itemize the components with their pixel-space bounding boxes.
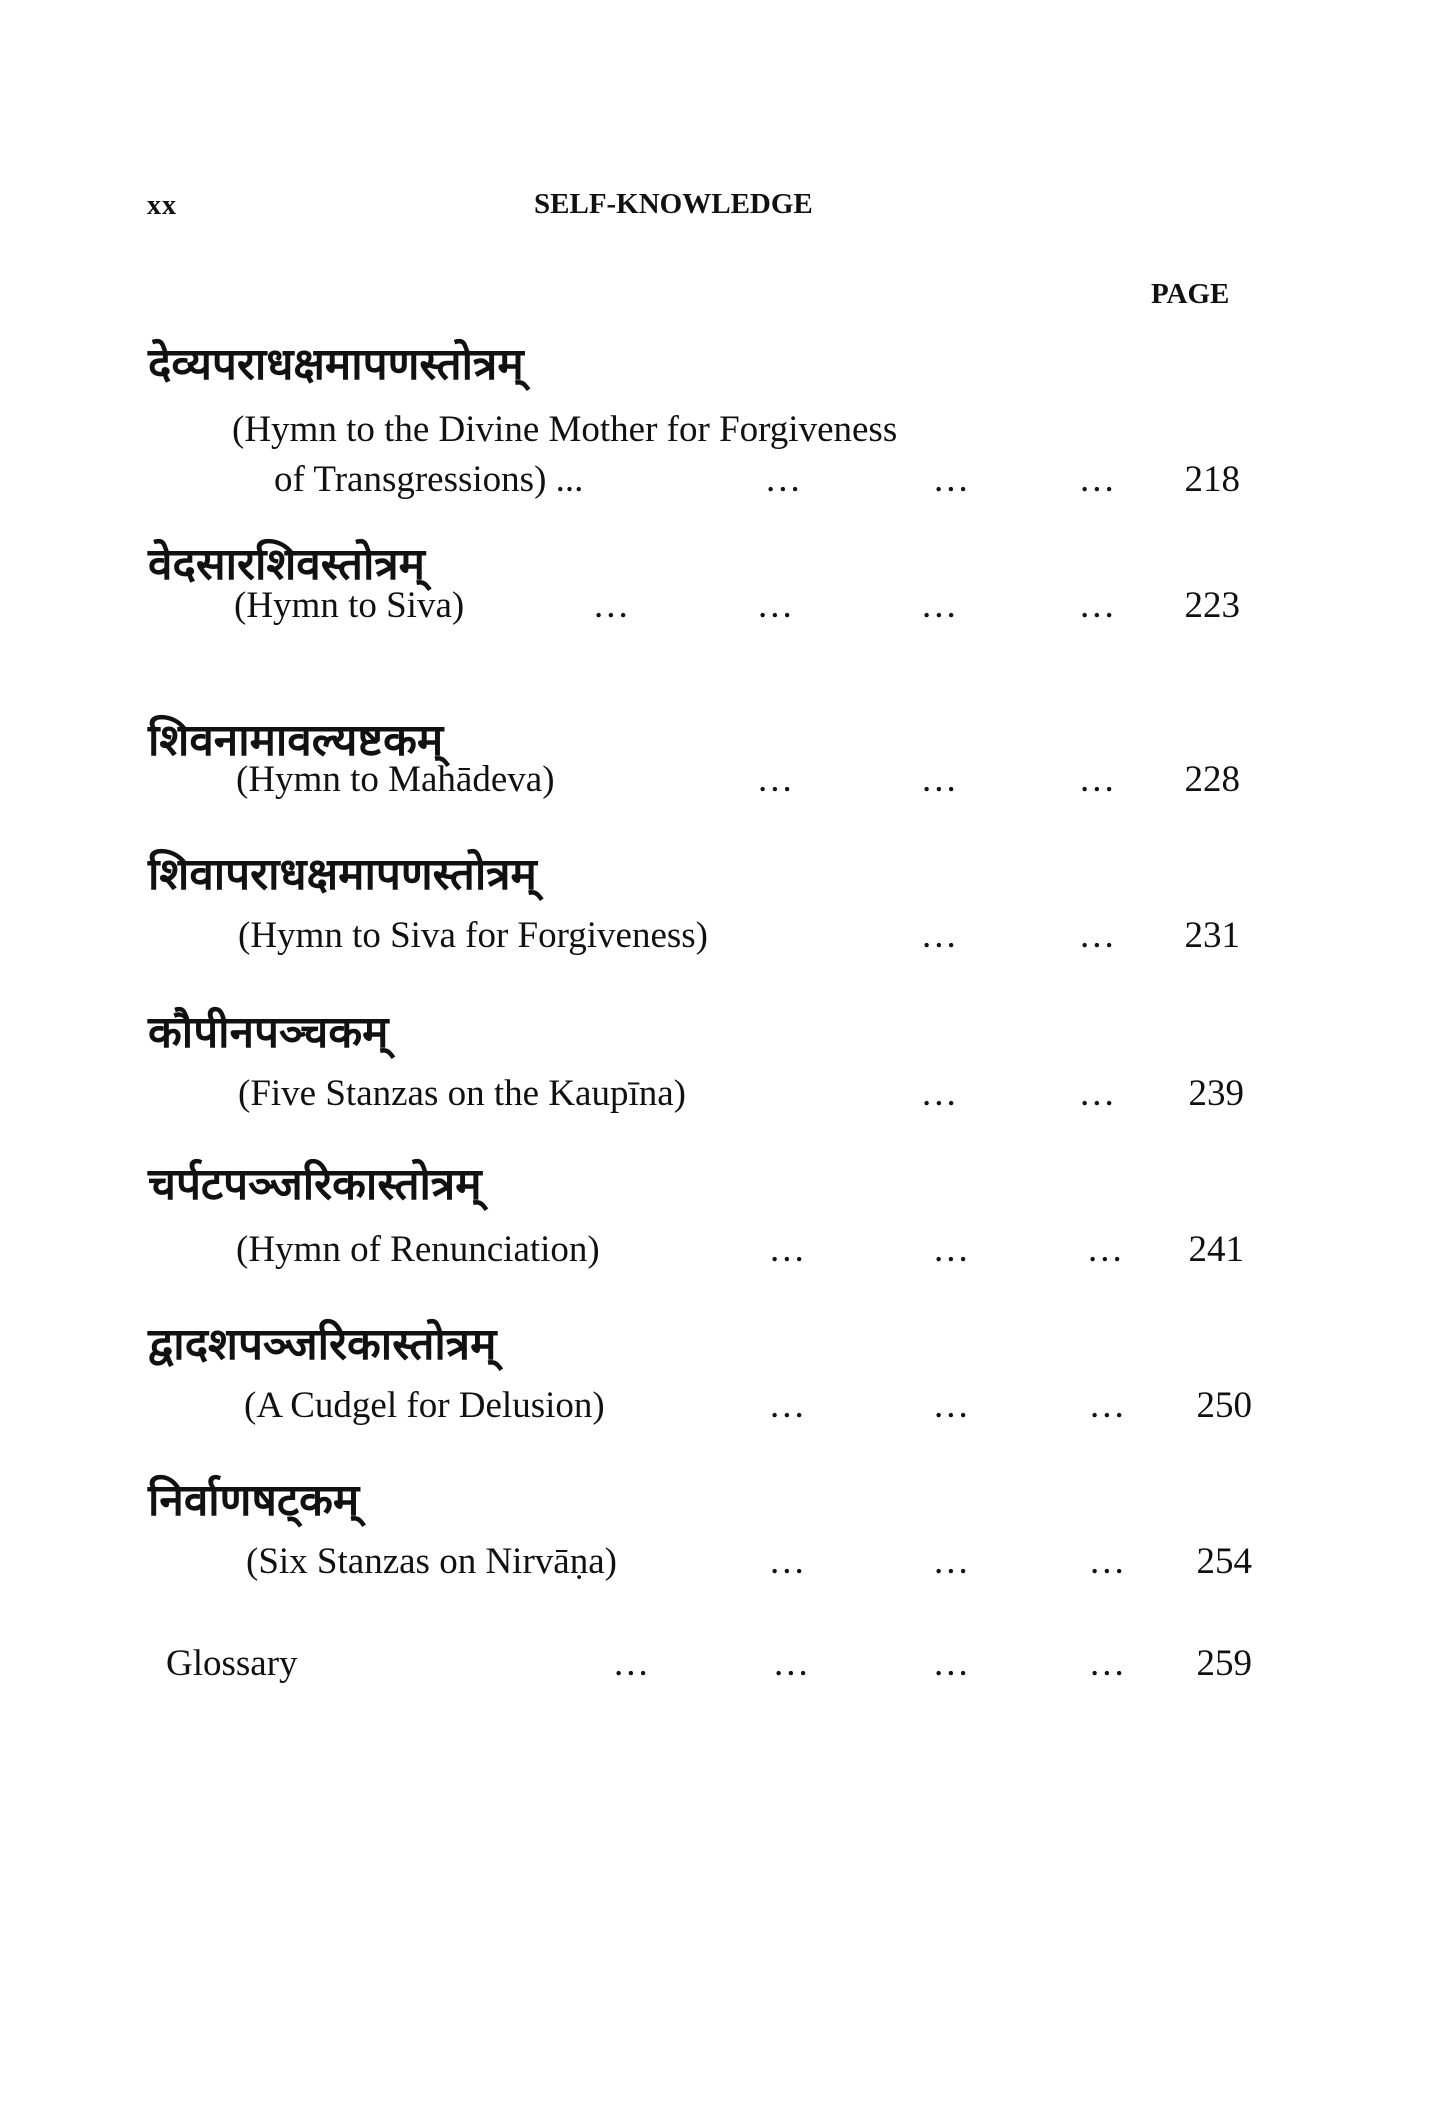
dot-leader: ... [922,585,959,626]
sanskrit-title: चर्पटपञ्जरिकास्तोत्रम् [148,1159,482,1210]
dot-leader: ... [922,759,959,800]
dot-leader: ... [594,585,631,626]
page-number: xx [147,190,177,221]
dot-leader: ... [774,1643,811,1684]
page-ref: 259 [1196,1643,1252,1684]
dot-leader: ... [922,1073,959,1114]
page-ref: 223 [1184,585,1240,626]
sanskrit-title: वेदसारशिवस्तोत्रम् [148,539,425,590]
page-ref: 218 [1184,459,1240,500]
dot-leader: ... [1080,585,1117,626]
glossary-label: Glossary [166,1643,298,1684]
dot-leader: ... [1080,459,1117,500]
english-title: (Hymn to Siva) [234,585,465,626]
english-title: (Five Stanzas on the Kaupīna) [238,1073,686,1114]
dot-leader: ... [934,1643,971,1684]
english-title: (A Cudgel for Delusion) [244,1385,605,1426]
dot-leader: ... [1080,1073,1117,1114]
running-title: SELF-KNOWLEDGE [534,188,813,220]
page-ref: 228 [1184,759,1240,800]
dot-leader: ... [934,459,971,500]
dot-leader: ... [934,1541,971,1582]
sanskrit-title: कौपीनपञ्चकम् [148,1007,389,1058]
dot-leader: ... [1090,1385,1127,1426]
english-title: (Hymn to the Divine Mother for Forgiveness [232,409,898,450]
dot-leader: ... [614,1643,651,1684]
dot-leader: ... [1088,1229,1125,1270]
dot-leader: ... [934,1229,971,1270]
dot-leader: ... [1090,1541,1127,1582]
dot-leader: ... [1080,915,1117,956]
english-title: (Hymn of Renunciation) [236,1229,600,1270]
english-title: of Transgressions) ... [274,459,584,500]
dot-leader: ... [770,1229,807,1270]
dot-leader: ... [1090,1643,1127,1684]
dot-leader: ... [1080,759,1117,800]
dot-leader: ... [758,585,795,626]
sanskrit-title: देव्यपराधक्षमापणस्तोत्रम् [148,339,524,390]
sanskrit-title: शिवनामावल्यष्टकम् [148,715,444,766]
english-title: (Hymn to Siva for Forgiveness) [238,915,708,956]
page-ref: 239 [1188,1073,1244,1114]
english-title: (Hymn to Mahādeva) [236,759,555,800]
sanskrit-title: निर्वाणषट्कम् [148,1475,360,1526]
page-ref: 241 [1188,1229,1244,1270]
page-column-label: PAGE [1151,278,1230,310]
dot-leader: ... [766,459,803,500]
english-title: (Six Stanzas on Nirvāṇa) [246,1541,617,1582]
dot-leader: ... [922,915,959,956]
sanskrit-title: शिवापराधक्षमापणस्तोत्रम् [148,849,537,900]
page-ref: 231 [1184,915,1240,956]
dot-leader: ... [770,1541,807,1582]
page-ref: 254 [1196,1541,1252,1582]
dot-leader: ... [770,1385,807,1426]
sanskrit-title: द्वादशपञ्जरिकास्तोत्रम् [148,1319,497,1370]
dot-leader: ... [758,759,795,800]
dot-leader: ... [934,1385,971,1426]
page-ref: 250 [1196,1385,1252,1426]
